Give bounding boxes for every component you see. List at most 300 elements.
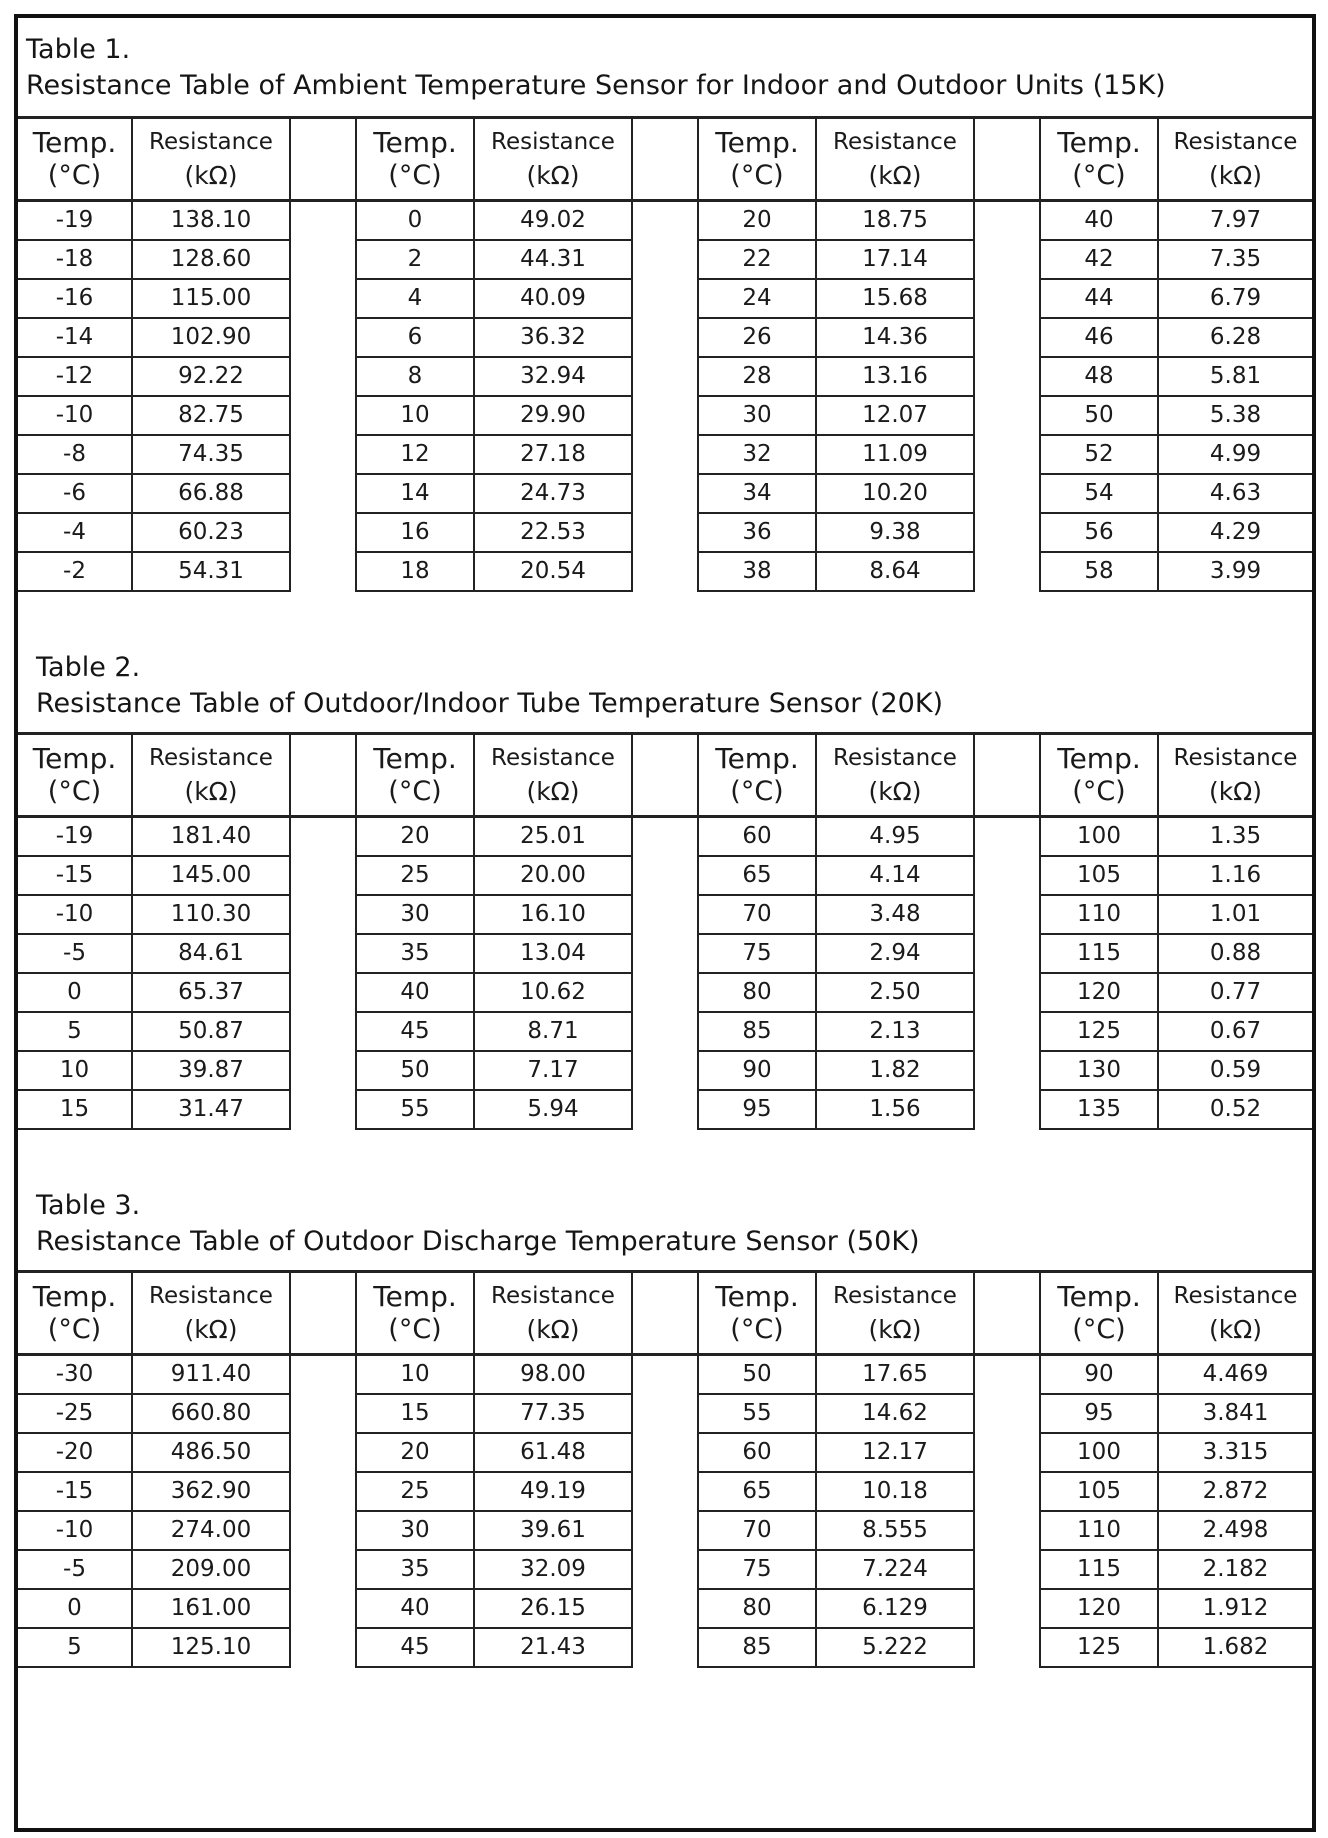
table-row bbox=[18, 1394, 1312, 1433]
column-gap bbox=[290, 856, 356, 895]
column-gap bbox=[290, 552, 356, 591]
resistance-cell: 84.61 bbox=[132, 934, 290, 973]
temp-cell: 65 bbox=[698, 856, 816, 895]
resistance-cell: 24.73 bbox=[474, 474, 632, 513]
resistance-cell: 102.90 bbox=[132, 318, 290, 357]
column-gap bbox=[290, 817, 356, 857]
temp-cell: 110 bbox=[1040, 1511, 1158, 1550]
resistance-cell: 5.222 bbox=[816, 1628, 974, 1667]
table-3-caption bbox=[18, 1188, 1312, 1260]
temp-cell: 25 bbox=[356, 1472, 474, 1511]
resistance-cell: 6.129 bbox=[816, 1589, 974, 1628]
resistance-cell: 18.75 bbox=[816, 201, 974, 241]
table-row bbox=[18, 1589, 1312, 1628]
column-gap bbox=[290, 240, 356, 279]
table-row bbox=[18, 357, 1312, 396]
column-gap bbox=[290, 1012, 356, 1051]
table-row bbox=[18, 1511, 1312, 1550]
column-gap bbox=[974, 240, 1040, 279]
resistance-header-label: Resistance bbox=[149, 129, 273, 155]
temp-unit-label: (°C) bbox=[388, 160, 442, 191]
resistance-cell: 54.31 bbox=[132, 552, 290, 591]
table-3-resistance bbox=[18, 1270, 1312, 1668]
column-gap bbox=[290, 201, 356, 241]
resistance-cell: 7.17 bbox=[474, 1051, 632, 1090]
resistance-cell: 115.00 bbox=[132, 279, 290, 318]
resistance-cell: 5.94 bbox=[474, 1090, 632, 1129]
temp-cell: 55 bbox=[698, 1394, 816, 1433]
resistance-header-cell bbox=[1158, 118, 1312, 201]
resistance-cell: 4.95 bbox=[816, 817, 974, 857]
column-gap bbox=[974, 1090, 1040, 1129]
column-gap bbox=[974, 1012, 1040, 1051]
temp-cell: 5 bbox=[18, 1628, 132, 1667]
temp-cell: 20 bbox=[698, 201, 816, 241]
column-gap bbox=[974, 1272, 1040, 1355]
temp-cell: 105 bbox=[1040, 856, 1158, 895]
resistance-header-label: Resistance bbox=[1173, 745, 1298, 771]
temp-cell: 110 bbox=[1040, 895, 1158, 934]
temp-cell: 130 bbox=[1040, 1051, 1158, 1090]
temp-header-label: Temp. bbox=[715, 126, 799, 159]
resistance-cell: 6.28 bbox=[1158, 318, 1312, 357]
resistance-cell: 20.54 bbox=[474, 552, 632, 591]
table-row bbox=[18, 513, 1312, 552]
resistance-cell: 2.182 bbox=[1158, 1550, 1312, 1589]
resistance-header-label: Resistance bbox=[149, 1283, 273, 1309]
column-gap bbox=[974, 552, 1040, 591]
column-gap bbox=[632, 357, 698, 396]
resistance-unit-label: (kΩ) bbox=[1208, 777, 1263, 806]
resistance-cell: 92.22 bbox=[132, 357, 290, 396]
column-gap bbox=[974, 856, 1040, 895]
temp-header-label: Temp. bbox=[1057, 1280, 1141, 1313]
temp-cell: 10 bbox=[18, 1051, 132, 1090]
table-row bbox=[18, 240, 1312, 279]
temp-cell: 46 bbox=[1040, 318, 1158, 357]
resistance-header-cell bbox=[132, 118, 290, 201]
resistance-header-label: Resistance bbox=[833, 745, 957, 771]
table-row bbox=[18, 474, 1312, 513]
temp-header-label: Temp. bbox=[715, 742, 799, 775]
resistance-cell: 65.37 bbox=[132, 973, 290, 1012]
resistance-cell: 13.04 bbox=[474, 934, 632, 973]
table-2-resistance bbox=[18, 732, 1312, 1130]
resistance-cell: 2.50 bbox=[816, 973, 974, 1012]
resistance-cell: 362.90 bbox=[132, 1472, 290, 1511]
column-gap bbox=[974, 201, 1040, 241]
temp-cell: -19 bbox=[18, 201, 132, 241]
temp-cell: 10 bbox=[356, 1355, 474, 1395]
resistance-unit-label: (kΩ) bbox=[868, 1315, 922, 1344]
temp-cell: 38 bbox=[698, 552, 816, 591]
resistance-cell: 2.498 bbox=[1158, 1511, 1312, 1550]
column-gap bbox=[974, 1355, 1040, 1395]
resistance-cell: 4.469 bbox=[1158, 1355, 1312, 1395]
temp-cell: 52 bbox=[1040, 435, 1158, 474]
temp-header-label: Temp. bbox=[715, 1280, 799, 1313]
column-gap bbox=[632, 396, 698, 435]
resistance-unit-label: (kΩ) bbox=[184, 777, 238, 806]
temp-header-label: Temp. bbox=[32, 1280, 117, 1313]
resistance-cell: 66.88 bbox=[132, 474, 290, 513]
resistance-cell: 0.67 bbox=[1158, 1012, 1312, 1051]
resistance-header-label: Resistance bbox=[1173, 129, 1298, 155]
table-row bbox=[18, 973, 1312, 1012]
column-gap bbox=[974, 734, 1040, 817]
temp-cell: -8 bbox=[18, 435, 132, 474]
column-gap bbox=[632, 817, 698, 857]
table-1-resistance bbox=[18, 116, 1312, 592]
column-gap bbox=[632, 318, 698, 357]
temp-cell: 80 bbox=[698, 1589, 816, 1628]
column-gap bbox=[632, 1433, 698, 1472]
temp-cell: 125 bbox=[1040, 1628, 1158, 1667]
temp-unit-label: (°C) bbox=[47, 1314, 102, 1345]
temp-cell: -10 bbox=[18, 895, 132, 934]
resistance-header-cell bbox=[1158, 1272, 1312, 1355]
temp-cell: 115 bbox=[1040, 1550, 1158, 1589]
resistance-cell: 2.13 bbox=[816, 1012, 974, 1051]
temp-cell: 14 bbox=[356, 474, 474, 513]
temp-header-cell bbox=[698, 734, 816, 817]
temp-cell: 95 bbox=[1040, 1394, 1158, 1433]
temp-cell: -20 bbox=[18, 1433, 132, 1472]
resistance-cell: 8.71 bbox=[474, 1012, 632, 1051]
column-gap bbox=[632, 474, 698, 513]
resistance-cell: 74.35 bbox=[132, 435, 290, 474]
resistance-cell: 0.59 bbox=[1158, 1051, 1312, 1090]
resistance-cell: 1.35 bbox=[1158, 817, 1312, 857]
resistance-cell: 4.29 bbox=[1158, 513, 1312, 552]
column-gap bbox=[632, 1550, 698, 1589]
column-gap bbox=[974, 1589, 1040, 1628]
temp-cell: 60 bbox=[698, 1433, 816, 1472]
resistance-header-cell bbox=[816, 1272, 974, 1355]
column-gap bbox=[632, 1511, 698, 1550]
resistance-header-cell bbox=[474, 118, 632, 201]
resistance-cell: 49.19 bbox=[474, 1472, 632, 1511]
temp-cell: 120 bbox=[1040, 973, 1158, 1012]
temp-cell: 55 bbox=[356, 1090, 474, 1129]
column-gap bbox=[290, 1511, 356, 1550]
table-row bbox=[18, 1550, 1312, 1589]
temp-header-cell bbox=[1040, 1272, 1158, 1355]
resistance-cell: 145.00 bbox=[132, 856, 290, 895]
resistance-cell: 660.80 bbox=[132, 1394, 290, 1433]
temp-cell: 58 bbox=[1040, 552, 1158, 591]
column-gap bbox=[974, 934, 1040, 973]
temp-header-cell bbox=[356, 1272, 474, 1355]
resistance-cell: 3.99 bbox=[1158, 552, 1312, 591]
temp-unit-label: (°C) bbox=[1072, 1314, 1126, 1345]
resistance-cell: 98.00 bbox=[474, 1355, 632, 1395]
column-gap bbox=[974, 1628, 1040, 1667]
resistance-cell: 0.77 bbox=[1158, 973, 1312, 1012]
temp-cell: 125 bbox=[1040, 1012, 1158, 1051]
resistance-cell: 12.07 bbox=[816, 396, 974, 435]
temp-cell: 6 bbox=[356, 318, 474, 357]
document-frame bbox=[14, 14, 1316, 1832]
resistance-cell: 36.32 bbox=[474, 318, 632, 357]
column-gap bbox=[974, 1550, 1040, 1589]
table-2-caption bbox=[18, 650, 1312, 722]
resistance-cell: 22.53 bbox=[474, 513, 632, 552]
column-gap bbox=[632, 1012, 698, 1051]
resistance-cell: 128.60 bbox=[132, 240, 290, 279]
table-row bbox=[18, 1090, 1312, 1129]
column-gap bbox=[632, 240, 698, 279]
header-row bbox=[18, 734, 1312, 817]
temp-cell: -5 bbox=[18, 934, 132, 973]
temp-cell: 26 bbox=[698, 318, 816, 357]
temp-cell: 75 bbox=[698, 1550, 816, 1589]
temp-cell: 44 bbox=[1040, 279, 1158, 318]
resistance-unit-label: (kΩ) bbox=[184, 1315, 238, 1344]
temp-cell: 85 bbox=[698, 1012, 816, 1051]
temp-header-cell bbox=[698, 118, 816, 201]
resistance-header-cell bbox=[816, 118, 974, 201]
temp-header-cell bbox=[18, 118, 132, 201]
temp-header-cell bbox=[698, 1272, 816, 1355]
resistance-unit-label: (kΩ) bbox=[526, 777, 580, 806]
temp-header-label: Temp. bbox=[32, 742, 117, 775]
resistance-header-label: Resistance bbox=[491, 129, 615, 155]
column-gap bbox=[290, 318, 356, 357]
resistance-header-label: Resistance bbox=[1173, 1283, 1298, 1309]
resistance-cell: 3.841 bbox=[1158, 1394, 1312, 1433]
column-gap bbox=[290, 396, 356, 435]
temp-cell: -5 bbox=[18, 1550, 132, 1589]
temp-cell: 12 bbox=[356, 435, 474, 474]
column-gap bbox=[632, 201, 698, 241]
resistance-cell: 61.48 bbox=[474, 1433, 632, 1472]
temp-cell: 35 bbox=[356, 934, 474, 973]
table-row bbox=[18, 1012, 1312, 1051]
column-gap bbox=[632, 1090, 698, 1129]
column-gap bbox=[974, 357, 1040, 396]
resistance-cell: 161.00 bbox=[132, 1589, 290, 1628]
temp-cell: 20 bbox=[356, 1433, 474, 1472]
temp-cell: 40 bbox=[1040, 201, 1158, 241]
resistance-unit-label: (kΩ) bbox=[184, 161, 238, 190]
table-row bbox=[18, 856, 1312, 895]
temp-header-label: Temp. bbox=[373, 1280, 457, 1313]
resistance-cell: 25.01 bbox=[474, 817, 632, 857]
temp-cell: 95 bbox=[698, 1090, 816, 1129]
resistance-cell: 12.17 bbox=[816, 1433, 974, 1472]
temp-unit-label: (°C) bbox=[1072, 776, 1126, 807]
temp-cell: 40 bbox=[356, 1589, 474, 1628]
resistance-cell: 31.47 bbox=[132, 1090, 290, 1129]
temp-cell: 36 bbox=[698, 513, 816, 552]
resistance-cell: 0.88 bbox=[1158, 934, 1312, 973]
temp-cell: 16 bbox=[356, 513, 474, 552]
resistance-cell: 10.20 bbox=[816, 474, 974, 513]
column-gap bbox=[290, 1628, 356, 1667]
table-3-number: Table 3. bbox=[36, 1190, 141, 1221]
resistance-cell: 110.30 bbox=[132, 895, 290, 934]
temp-cell: 0 bbox=[18, 973, 132, 1012]
resistance-unit-label: (kΩ) bbox=[868, 161, 922, 190]
temp-cell: 15 bbox=[18, 1090, 132, 1129]
column-gap bbox=[974, 118, 1040, 201]
column-gap bbox=[632, 934, 698, 973]
temp-cell: 135 bbox=[1040, 1090, 1158, 1129]
temp-cell: 0 bbox=[18, 1589, 132, 1628]
temp-cell: 50 bbox=[698, 1355, 816, 1395]
table-row bbox=[18, 934, 1312, 973]
temp-header-cell bbox=[18, 734, 132, 817]
column-gap bbox=[290, 1272, 356, 1355]
column-gap bbox=[290, 895, 356, 934]
resistance-cell: 32.94 bbox=[474, 357, 632, 396]
resistance-cell: 3.48 bbox=[816, 895, 974, 934]
resistance-header-cell bbox=[474, 1272, 632, 1355]
temp-cell: 30 bbox=[356, 1511, 474, 1550]
column-gap bbox=[632, 1272, 698, 1355]
column-gap bbox=[632, 895, 698, 934]
resistance-cell: 1.16 bbox=[1158, 856, 1312, 895]
resistance-cell: 40.09 bbox=[474, 279, 632, 318]
resistance-cell: 14.36 bbox=[816, 318, 974, 357]
column-gap bbox=[290, 1472, 356, 1511]
column-gap bbox=[974, 973, 1040, 1012]
temp-cell: 70 bbox=[698, 1511, 816, 1550]
temp-cell: 75 bbox=[698, 934, 816, 973]
temp-cell: -16 bbox=[18, 279, 132, 318]
temp-unit-label: (°C) bbox=[388, 1314, 442, 1345]
table-2-title: Resistance Table of Outdoor/Indoor Tube Temperature Sensor (20K) bbox=[36, 688, 944, 719]
resistance-cell: 77.35 bbox=[474, 1394, 632, 1433]
temp-cell: 45 bbox=[356, 1012, 474, 1051]
column-gap bbox=[632, 1051, 698, 1090]
column-gap bbox=[632, 435, 698, 474]
table-row bbox=[18, 435, 1312, 474]
table-1-number: Table 1. bbox=[26, 34, 131, 65]
table-row bbox=[18, 279, 1312, 318]
resistance-header-cell bbox=[816, 734, 974, 817]
temp-cell: 4 bbox=[356, 279, 474, 318]
temp-cell: -2 bbox=[18, 552, 132, 591]
resistance-cell: 1.82 bbox=[816, 1051, 974, 1090]
table-1-caption bbox=[18, 32, 1312, 104]
temp-unit-label: (°C) bbox=[730, 776, 784, 807]
resistance-cell: 14.62 bbox=[816, 1394, 974, 1433]
temp-unit-label: (°C) bbox=[730, 1314, 784, 1345]
resistance-cell: 50.87 bbox=[132, 1012, 290, 1051]
resistance-cell: 181.40 bbox=[132, 817, 290, 857]
temp-cell: -10 bbox=[18, 1511, 132, 1550]
resistance-cell: 7.35 bbox=[1158, 240, 1312, 279]
temp-cell: -15 bbox=[18, 1472, 132, 1511]
table-1-title: Resistance Table of Ambient Temperature Sensor for Indoor and Outdoor Units (15K) bbox=[26, 70, 1166, 101]
resistance-cell: 486.50 bbox=[132, 1433, 290, 1472]
column-gap bbox=[290, 1550, 356, 1589]
temp-cell: 42 bbox=[1040, 240, 1158, 279]
temp-cell: 115 bbox=[1040, 934, 1158, 973]
temp-unit-label: (°C) bbox=[1072, 160, 1126, 191]
resistance-cell: 7.224 bbox=[816, 1550, 974, 1589]
temp-cell: 2 bbox=[356, 240, 474, 279]
temp-cell: 48 bbox=[1040, 357, 1158, 396]
temp-cell: 120 bbox=[1040, 1589, 1158, 1628]
resistance-cell: 8.64 bbox=[816, 552, 974, 591]
temp-cell: 90 bbox=[1040, 1355, 1158, 1395]
table-row bbox=[18, 396, 1312, 435]
temp-unit-label: (°C) bbox=[730, 160, 784, 191]
table-row bbox=[18, 1433, 1312, 1472]
resistance-cell: 26.15 bbox=[474, 1589, 632, 1628]
temp-cell: -30 bbox=[18, 1355, 132, 1395]
resistance-cell: 10.62 bbox=[474, 973, 632, 1012]
temp-unit-label: (°C) bbox=[47, 776, 102, 807]
column-gap bbox=[974, 895, 1040, 934]
resistance-cell: 21.43 bbox=[474, 1628, 632, 1667]
temp-cell: 15 bbox=[356, 1394, 474, 1433]
resistance-cell: 1.56 bbox=[816, 1090, 974, 1129]
table-row bbox=[18, 1355, 1312, 1395]
resistance-cell: 27.18 bbox=[474, 435, 632, 474]
temp-cell: 56 bbox=[1040, 513, 1158, 552]
temp-cell: 0 bbox=[356, 201, 474, 241]
temp-cell: 30 bbox=[698, 396, 816, 435]
column-gap bbox=[632, 279, 698, 318]
temp-header-label: Temp. bbox=[32, 126, 117, 159]
resistance-cell: 911.40 bbox=[132, 1355, 290, 1395]
temp-cell: 22 bbox=[698, 240, 816, 279]
resistance-cell: 6.79 bbox=[1158, 279, 1312, 318]
temp-cell: 90 bbox=[698, 1051, 816, 1090]
temp-cell: 100 bbox=[1040, 817, 1158, 857]
resistance-cell: 39.61 bbox=[474, 1511, 632, 1550]
header-row bbox=[18, 118, 1312, 201]
temp-cell: 8 bbox=[356, 357, 474, 396]
resistance-cell: 17.65 bbox=[816, 1355, 974, 1395]
resistance-cell: 16.10 bbox=[474, 895, 632, 934]
temp-cell: 45 bbox=[356, 1628, 474, 1667]
temp-cell: -15 bbox=[18, 856, 132, 895]
temp-cell: -12 bbox=[18, 357, 132, 396]
column-gap bbox=[632, 118, 698, 201]
temp-cell: 50 bbox=[1040, 396, 1158, 435]
resistance-cell: 32.09 bbox=[474, 1550, 632, 1589]
resistance-cell: 20.00 bbox=[474, 856, 632, 895]
table-2-number: Table 2. bbox=[36, 652, 141, 683]
column-gap bbox=[290, 1394, 356, 1433]
temp-cell: 60 bbox=[698, 817, 816, 857]
resistance-cell: 17.14 bbox=[816, 240, 974, 279]
resistance-cell: 7.97 bbox=[1158, 201, 1312, 241]
resistance-cell: 209.00 bbox=[132, 1550, 290, 1589]
temp-cell: 54 bbox=[1040, 474, 1158, 513]
resistance-unit-label: (kΩ) bbox=[526, 161, 580, 190]
temp-header-cell bbox=[356, 734, 474, 817]
temp-cell: -4 bbox=[18, 513, 132, 552]
column-gap bbox=[632, 1394, 698, 1433]
temp-cell: 85 bbox=[698, 1628, 816, 1667]
temp-cell: 65 bbox=[698, 1472, 816, 1511]
temp-cell: 24 bbox=[698, 279, 816, 318]
temp-cell: 100 bbox=[1040, 1433, 1158, 1472]
resistance-cell: 5.81 bbox=[1158, 357, 1312, 396]
temp-cell: 34 bbox=[698, 474, 816, 513]
resistance-cell: 15.68 bbox=[816, 279, 974, 318]
table-3-title: Resistance Table of Outdoor Discharge Temperature Sensor (50K) bbox=[36, 1226, 920, 1257]
resistance-cell: 1.912 bbox=[1158, 1589, 1312, 1628]
temp-cell: 80 bbox=[698, 973, 816, 1012]
resistance-cell: 39.87 bbox=[132, 1051, 290, 1090]
